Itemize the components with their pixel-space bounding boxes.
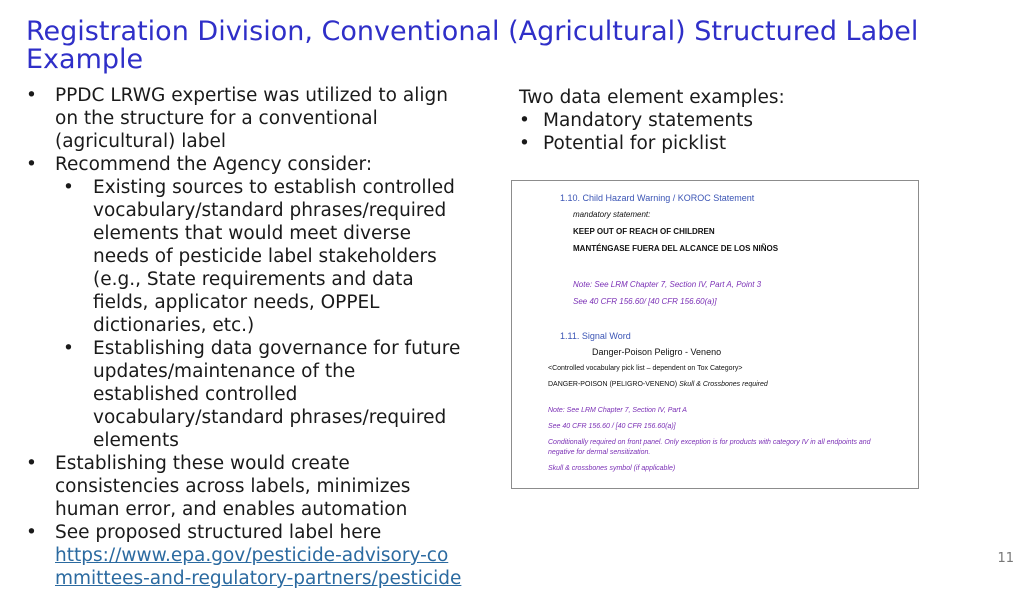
sub-bullet-data-governance: • Establishing data governance for future updates/maintenance of the established controlled vocabulary/standard phrases/required elements <box>55 337 466 452</box>
section-heading-signal-word: 1.11. Signal Word <box>560 331 631 341</box>
slide-title: Registration Division, Conventional (Agricultural) Structured Label Example <box>26 16 919 75</box>
note-conditional-b: negative for dermal sensitization. <box>548 449 651 456</box>
bullet-recommend <box>26 153 466 452</box>
signal-word-values: Danger-Poison Peligro - Veneno <box>592 347 722 357</box>
examples-heading: Two data element examples: <box>519 87 785 108</box>
bullet-ppdc: • PPDC LRWG expertise was utilized to align on the structure for a conventional (agricultural) label <box>26 84 466 153</box>
sub-bullet-existing-sources: • Existing sources to establish controlled vocabulary/standard phrases/required elements that would meet diverse needs of pesticide label stakeholders (e.g., State requirements and data fields, applicator needs, OPPEL dictionaries, etc.) <box>55 176 466 337</box>
note-cfr-1: See 40 CFR 156.60/ [40 CFR 156.60(a)] <box>573 297 717 306</box>
danger-poison-line <box>548 381 768 388</box>
bullet-recommend-label: Recommend the Agency consider: <box>55 154 373 175</box>
spanish-statement: MANTÉNGASE FUERA DEL ALCANCE DE LOS NIÑOS <box>573 244 779 253</box>
right-text-block <box>519 86 939 155</box>
example-item-picklist: • Potential for picklist <box>519 132 939 155</box>
bullet-proposed-label-text: See proposed structured label here <box>55 522 382 543</box>
note-skull-symbol: Skull & crossbones symbol (if applicable) <box>548 465 676 472</box>
proposed-label-link[interactable]: https://www.epa.gov/pesticide-advisory-committees-and-regulatory-partners/pesticide <box>55 545 462 589</box>
keep-out-statement: KEEP OUT OF REACH OF CHILDREN <box>573 227 715 236</box>
bullet-consistencies: • Establishing these would create consistencies across labels, minimizes human error, and enables automation <box>26 452 466 521</box>
page-number: 11 <box>997 551 1014 566</box>
note-conditional-a: Conditionally required on front panel. Only exception is for products with category IV in all endpoints and <box>548 439 871 446</box>
note-lrm-part-a: Note: See LRM Chapter 7, Section IV, Part A <box>548 407 687 414</box>
structured-label-example-image <box>511 180 919 489</box>
note-cfr-2: See 40 CFR 156.60 / [40 CFR 156.60(a)] <box>548 423 676 430</box>
left-bullet-list <box>26 84 466 590</box>
bullet-proposed-label <box>26 521 466 590</box>
note-lrm-point3: Note: See LRM Chapter 7, Section IV, Part A, Point 3 <box>573 280 762 289</box>
skull-crossbones-required: Skull & Crossbones required <box>679 381 768 388</box>
mandatory-statement-label: mandatory statement: <box>573 210 651 219</box>
section-heading-child-hazard: 1.10. Child Hazard Warning / KOROC Statement <box>560 193 755 203</box>
picklist-note: <Controlled vocabulary pick list – dependent on Tox Category> <box>548 365 743 372</box>
example-item-mandatory: • Mandatory statements <box>519 109 939 132</box>
danger-poison-text: DANGER-POISON (PELIGRO-VENENO) <box>548 381 678 388</box>
